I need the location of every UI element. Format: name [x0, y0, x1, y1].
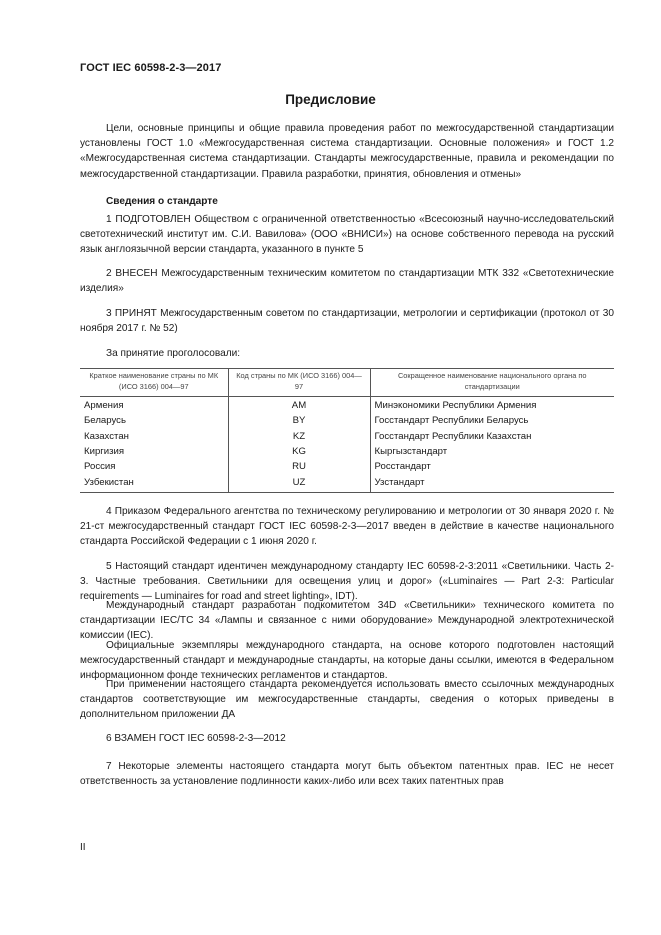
code-cell: BY: [228, 413, 370, 428]
page-number: II: [80, 842, 86, 853]
item-2-paragraph: 2 ВНЕСЕН Межгосударственным техническим комитетом по стандартизации МТК 332 «Светотехнические изделия»: [80, 268, 614, 295]
section-heading: Сведения о стандарте: [106, 196, 218, 207]
column-header-organization: Сокращенное наименование национального органа по стандартизации: [370, 369, 614, 397]
table-row: [80, 429, 614, 444]
table-row: [80, 444, 614, 459]
intro-paragraph: Цели, основные принципы и общие правила проведения работ по межгосударственной стандартизации установлены ГОСТ 1.0 «Межгосударственная система стандартизации. Основные положения» и ГОСТ 1.2 «Межгосударственная система стандартизации. Стандарты межгосударственные, правила и рекомендации по межгосударственной стандартизации. Правила разработки, принятия, обновления и отмены»: [80, 123, 614, 180]
country-cell: Узбекистан: [80, 474, 228, 492]
item-6-paragraph: 6 ВЗАМЕН ГОСТ IEC 60598-2-3—2012: [106, 733, 286, 744]
table-header-row: [80, 369, 614, 397]
voted-label: За принятие проголосовали:: [106, 348, 241, 359]
country-cell: Киргизия: [84, 446, 125, 458]
table-row: [80, 413, 614, 428]
country-cell: Беларусь: [84, 415, 126, 427]
organization-cell: Росстандарт: [370, 459, 614, 474]
table-row: [80, 474, 614, 492]
organization-cell: Госстандарт Республики Казахстан: [370, 429, 614, 444]
item-4-paragraph: 4 Приказом Федерального агентства по техническому регулированию и метрологии от 30 января 2020 г. № 21-ст межгосударственный стандарт ГОСТ IEC 60598-2-3—2017 введен в действие в качестве национального стандарта Российской Федерации с 1 июня 2020 г.: [80, 506, 614, 548]
organization-cell: Минэкономики Республики Армения: [370, 397, 614, 414]
column-header-country: Краткое наименование страны по МК (ИСО 3166) 004—97: [80, 369, 228, 397]
column-header-code: Код страны по МК (ИСО 3166) 004—97: [228, 369, 370, 397]
country-cell: Армения: [84, 400, 124, 412]
document-header: ГОСТ IEC 60598-2-3—2017: [80, 62, 222, 74]
item-3-paragraph: 3 ПРИНЯТ Межгосударственным советом по стандартизации, метрологии и сертификации (протокол от 30 ноября 2017 г. № 52): [80, 308, 614, 335]
organization-cell: Узстандарт: [370, 474, 614, 492]
item-7-paragraph: 7 Некоторые элементы настоящего стандарта могут быть объектом патентных прав. IEC не несет ответственность за установление подлинности каких-либо или всех таких патентных прав: [80, 761, 614, 788]
organization-cell: Госстандарт Республики Беларусь: [370, 413, 614, 428]
country-cell: Казахстан: [84, 430, 129, 442]
code-cell: AM: [228, 397, 370, 414]
country-cell: Россия: [84, 461, 116, 473]
code-cell: KZ: [228, 429, 370, 444]
item-5-copies-paragraph: Официальные экземпляры международного стандарта, на основе которого подготовлен настоящий межгосударственный стандарт и международные стандарты, на которые даны ссылки, имеются в Федеральном информационном фонде технических регламентов и стандартов.: [80, 640, 614, 682]
code-cell: UZ: [228, 474, 370, 492]
table-row: [80, 397, 614, 414]
code-cell: RU: [228, 459, 370, 474]
page-title: Предисловие: [285, 92, 376, 107]
voting-table: [80, 368, 614, 493]
item-5-usage-paragraph: При применении настоящего стандарта рекомендуется использовать вместо ссылочных международных стандартов соответствующие им межгосударственные стандарты, сведения о которых приведены в дополнительном приложении ДА: [80, 679, 614, 721]
table-row: [80, 459, 614, 474]
item-5-paragraph: 5 Настоящий стандарт идентичен международному стандарту IEC 60598-2-3:2011 «Светильники. Часть 2-3. Частные требования. Светильники для освещения улиц и дорог» («Luminaires — Part 2-3: Particular requirements — Luminaires for road and street lighting», IDT).: [80, 561, 614, 603]
item-5-committee-paragraph: Международный стандарт разработан подкомитетом 34D «Светильники» технического комитета по стандартизации IEC/TC 34 «Лампы и связанное с ними оборудование» Международной электротехнической комиссии (IEC).: [80, 600, 614, 642]
code-cell: KG: [228, 444, 370, 459]
item-1-paragraph: 1 ПОДГОТОВЛЕН Обществом с ограниченной ответственностью «Всесоюзный научно-исследовательский светотехнический институт им. С.И. Вавилова» (ООО «ВНИСИ») на основе собственного перевода на русский язык англоязычной версии стандарта, указанного в пункте 5: [80, 214, 614, 256]
organization-cell: Кыргызстандарт: [370, 444, 614, 459]
